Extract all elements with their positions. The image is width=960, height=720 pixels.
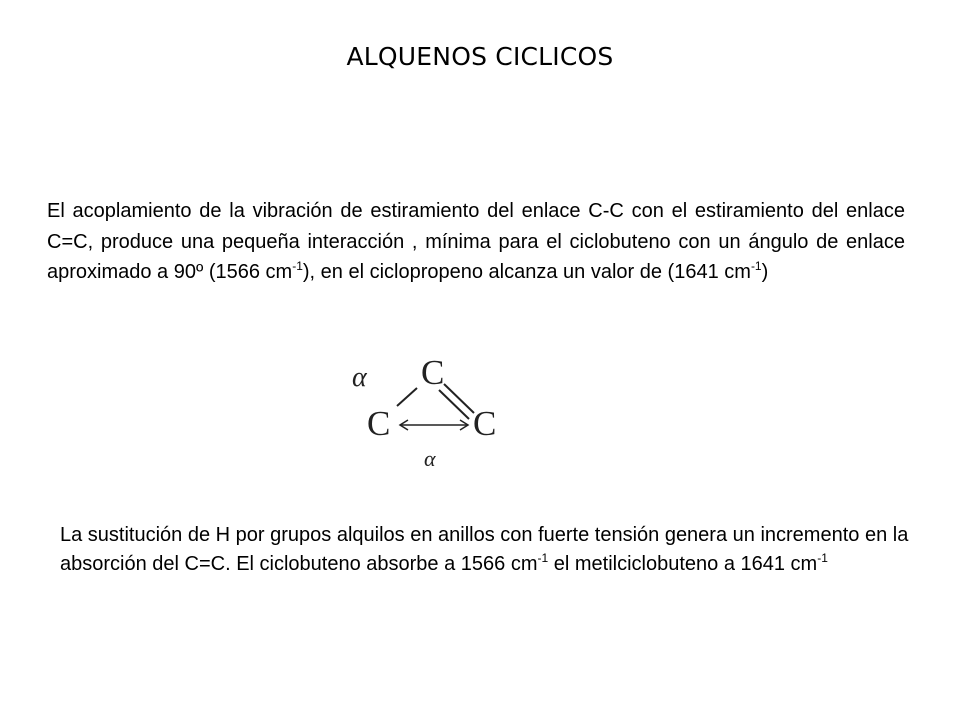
alpha-label-top: α [352,362,367,393]
cyclopropene-diagram [340,348,515,473]
top-carbon-label: C [421,353,445,392]
substitution-superscript-2: -1 [817,551,828,565]
substitution-paragraph [60,521,910,579]
coupling-superscript-1: -1 [292,259,303,273]
single-bond-line [397,388,417,406]
cyclopropene-svg [340,348,515,473]
coupling-paragraph [47,196,905,288]
slide-title: ALQUENOS CICLICOS [346,42,614,71]
substitution-text-2: el metilciclobuteno a 1641 cm [548,553,818,575]
coupling-text-2: ), en el ciclopropeno alcanza un valor de (1641 cm [302,261,751,283]
right-carbon-label: C [473,404,497,443]
double-arrow-icon [400,420,468,430]
left-carbon-label: C [367,404,391,443]
coupling-superscript-2: -1 [750,259,762,273]
alpha-label-bottom: α [424,446,436,471]
coupling-text-1: El acoplamiento de la vibración de estiramiento del enlace C-C con el estiramiento del enlace C=C, produce una pequeña interacción , mínima para el ciclobuteno con un ángulo de enlace aproximado a 90º (1566 cm [47,200,905,283]
substitution-text-1: La sustitución de H por grupos alquilos en anillos con fuerte tensión genera un incremento en la absorción del C=C. El ciclobuteno absorbe a 1566 cm [60,524,909,575]
substitution-superscript-1: -1 [537,551,549,565]
coupling-text-3: ) [761,261,769,283]
